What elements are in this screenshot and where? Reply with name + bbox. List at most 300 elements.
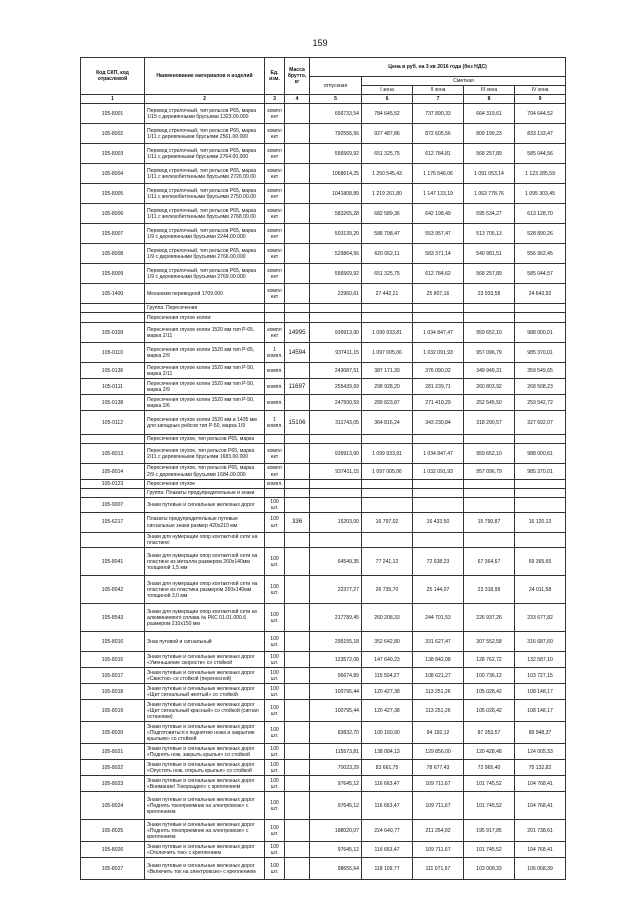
- name-cell: Перевод стрелочный, тип рельсов Р65, марка 1/9 с деревянными брусьями 2244.00.000: [145, 224, 265, 244]
- mass-cell: [285, 632, 310, 652]
- zone4-cell: 268 508,23: [515, 379, 566, 395]
- table-row: [81, 284, 566, 304]
- price-otpusk-cell: [310, 435, 362, 444]
- zone3-cell: 595 534,27: [464, 204, 515, 224]
- zone4-cell: 1 095 303,45: [515, 184, 566, 204]
- price-otpusk-cell: 1068614,25: [310, 164, 362, 184]
- zone3-cell: 307 552,58: [464, 632, 515, 652]
- table-row: [81, 313, 566, 323]
- code-cell: 105-8001: [81, 104, 145, 124]
- zone3-cell: 809 199,23: [464, 124, 515, 144]
- zone2-cell: 25 144,07: [413, 576, 464, 604]
- zone2-cell: 244 701,53: [413, 604, 464, 632]
- zone2-cell: 109 711,67: [413, 776, 464, 792]
- column-index-cell: 9: [515, 95, 566, 104]
- zone3-cell: 957 096,79: [464, 464, 515, 479]
- mass-cell: [285, 776, 310, 792]
- name-cell: Знаки путевые и сигнальные железных дорог «Поднять токоприемник на электровозе» с креплением: [145, 820, 265, 842]
- mass-cell: [285, 684, 310, 700]
- zone3-cell: 318 290,57: [464, 411, 515, 435]
- mass-cell: [285, 464, 310, 479]
- zone3-cell: 100 736,12: [464, 668, 515, 684]
- table-row: [81, 858, 566, 880]
- mass-cell: 14594: [285, 343, 310, 363]
- mass-cell: [285, 104, 310, 124]
- price-table: [80, 57, 566, 880]
- zone1-cell: 116 663,47: [362, 776, 413, 792]
- zone2-cell: [413, 435, 464, 444]
- zone3-cell: 349 949,31: [464, 363, 515, 379]
- mass-cell: [285, 700, 310, 722]
- zone1-cell: 364 816,24: [362, 411, 413, 435]
- table-row: [81, 744, 566, 760]
- zone2-cell: 1 034 847,47: [413, 444, 464, 464]
- price-otpusk-cell: 295155,18: [310, 632, 362, 652]
- unit-cell: компл ект: [265, 284, 285, 304]
- table-row: [81, 184, 566, 204]
- price-otpusk-cell: 529864,56: [310, 244, 362, 264]
- header-price-title: Цена в руб. на 3 кв 2016 года (без НДС): [310, 58, 566, 77]
- table-row: [81, 204, 566, 224]
- zone1-cell: 651 325,75: [362, 264, 413, 284]
- zone3-cell: 72 965,40: [464, 760, 515, 776]
- table-row: [81, 497, 566, 512]
- zone1-cell: 1 097 005,06: [362, 464, 413, 479]
- zone1-cell: 1 250 545,43: [362, 164, 413, 184]
- zone4-cell: 16 120,13: [515, 513, 566, 533]
- price-otpusk-cell: 247500,59: [310, 395, 362, 411]
- table-row: [81, 363, 566, 379]
- unit-cell: [265, 488, 285, 497]
- zone3-cell: [464, 313, 515, 323]
- unit-cell: компл.: [265, 479, 285, 488]
- price-otpusk-cell: 583265,28: [310, 204, 362, 224]
- mass-cell: [285, 652, 310, 668]
- mass-cell: [285, 164, 310, 184]
- code-cell: 105-0112: [81, 411, 145, 435]
- header-otpusk: отпускная: [310, 77, 362, 95]
- price-otpusk-cell: [310, 533, 362, 548]
- zone3-cell: 260 803,92: [464, 379, 515, 395]
- table-row: [81, 668, 566, 684]
- zone4-cell: 259 542,72: [515, 395, 566, 411]
- name-cell: Знаки путевые и сигнальные железных дорог «Щит сигнальный красный» со стойкой (сигнал остановки): [145, 700, 265, 722]
- zone3-cell: 664 319,61: [464, 104, 515, 124]
- table-row: [81, 820, 566, 842]
- zone3-cell: 540 981,51: [464, 244, 515, 264]
- code-cell: 105-0138: [81, 395, 145, 411]
- zone1-cell: 115 504,27: [362, 668, 413, 684]
- price-otpusk-cell: 100795,44: [310, 684, 362, 700]
- unit-cell: 100 шт.: [265, 548, 285, 576]
- zone2-cell: 343 230,84: [413, 411, 464, 435]
- code-cell: 105-8013: [81, 444, 145, 464]
- name-cell: Знаки путевые и сигнальные железных дорог «Отключить ток» с креплением: [145, 842, 265, 858]
- zone4-cell: [515, 497, 566, 512]
- table-row: [81, 395, 566, 411]
- zone1-cell: 298 928,20: [362, 379, 413, 395]
- zone3-cell: 568 257,89: [464, 144, 515, 164]
- code-cell: 105-8022: [81, 760, 145, 776]
- code-cell: 105-8008: [81, 244, 145, 264]
- zone4-cell: 104 768,41: [515, 776, 566, 792]
- table-row: [81, 604, 566, 632]
- zone3-cell: 568 257,89: [464, 264, 515, 284]
- price-otpusk-cell: 70023,29: [310, 760, 362, 776]
- zone1-cell: 118 109,77: [362, 858, 413, 880]
- zone3-cell: 957 096,79: [464, 343, 515, 363]
- zone4-cell: 316 687,60: [515, 632, 566, 652]
- table-row: [81, 842, 566, 858]
- zone2-cell: 583 371,14: [413, 244, 464, 264]
- table-row: [81, 548, 566, 576]
- zone3-cell: 128 762,72: [464, 652, 515, 668]
- header-unit: Ед. изм.: [265, 58, 285, 95]
- zone1-cell: 1 099 933,81: [362, 323, 413, 343]
- zone3-cell: 23 318,99: [464, 576, 515, 604]
- zone2-cell: 129 856,00: [413, 744, 464, 760]
- zone3-cell: [464, 479, 515, 488]
- price-otpusk-cell: 22377,27: [310, 576, 362, 604]
- zone3-cell: 252 545,50: [464, 395, 515, 411]
- zone2-cell: 108 621,27: [413, 668, 464, 684]
- table-row: [81, 224, 566, 244]
- mass-cell: 336: [285, 513, 310, 533]
- zone1-cell: [362, 313, 413, 323]
- price-otpusk-cell: 97645,12: [310, 776, 362, 792]
- name-cell: Перевод стрелочный, тип рельсов Р65, марка 1/9 с деревянными брусьями 2769.00.000: [145, 264, 265, 284]
- price-otpusk-cell: 115573,81: [310, 744, 362, 760]
- zone2-cell: 612 784,81: [413, 144, 464, 164]
- zone1-cell: 77 241,12: [362, 548, 413, 576]
- zone1-cell: 147 640,23: [362, 652, 413, 668]
- zone4-cell: 327 692,07: [515, 411, 566, 435]
- header-zone2: II зона: [413, 86, 464, 95]
- price-otpusk-cell: 188020,07: [310, 820, 362, 842]
- zone1-cell: 120 427,38: [362, 684, 413, 700]
- price-otpusk-cell: 792555,56: [310, 124, 362, 144]
- zone1-cell: 138 084,13: [362, 744, 413, 760]
- zone1-cell: 289 823,87: [362, 395, 413, 411]
- table-row: [81, 435, 566, 444]
- code-cell: 105-8027: [81, 858, 145, 880]
- mass-cell: [285, 479, 310, 488]
- unit-cell: 100 шт.: [265, 842, 285, 858]
- zone2-cell: 138 842,08: [413, 652, 464, 668]
- unit-cell: [265, 435, 285, 444]
- unit-cell: компл ект: [265, 204, 285, 224]
- mass-cell: [285, 533, 310, 548]
- name-cell: Знак путевой и сигнальный: [145, 632, 265, 652]
- code-cell: [81, 533, 145, 548]
- unit-cell: 100 шт.: [265, 497, 285, 512]
- mass-cell: [285, 304, 310, 313]
- price-otpusk-cell: 98655,64: [310, 858, 362, 880]
- price-otpusk-cell: 123572,08: [310, 652, 362, 668]
- unit-cell: компл ект: [265, 124, 285, 144]
- code-cell: 105-8015: [81, 652, 145, 668]
- unit-cell: компл ект: [265, 244, 285, 264]
- table-row: [81, 323, 566, 343]
- zone4-cell: 988 000,01: [515, 323, 566, 343]
- zone1-cell: 682 589,36: [362, 204, 413, 224]
- zone1-cell: 116 663,47: [362, 792, 413, 820]
- name-cell: Перевод стрелочный, тип рельсов Р65, марка 1/9 с деревянными брусьями 2766.00.000: [145, 244, 265, 264]
- column-index-row: [81, 95, 566, 104]
- table-row: [81, 411, 566, 435]
- code-cell: 105-8543: [81, 604, 145, 632]
- table-row: [81, 343, 566, 363]
- unit-cell: компл ект: [265, 144, 285, 164]
- mass-cell: [285, 395, 310, 411]
- unit-cell: компл ект: [265, 104, 285, 124]
- unit-cell: 1 компл.: [265, 411, 285, 435]
- price-otpusk-cell: 97645,12: [310, 842, 362, 858]
- zone2-cell: 872 605,56: [413, 124, 464, 144]
- code-cell: 105-1400: [81, 284, 145, 304]
- code-cell: 105-8007: [81, 224, 145, 244]
- name-cell: Знаки для нумерации опор контактной сети на пластине из металла размером 260х140мм толщиной 1,5 мм: [145, 548, 265, 576]
- table-row: [81, 792, 566, 820]
- zone1-cell: [362, 533, 413, 548]
- table-row: [81, 652, 566, 668]
- unit-cell: 100 шт.: [265, 700, 285, 722]
- zone2-cell: 72 638,23: [413, 548, 464, 576]
- zone2-cell: 109 711,67: [413, 842, 464, 858]
- zone3-cell: 101 745,52: [464, 842, 515, 858]
- zone3-cell: 959 652,10: [464, 444, 515, 464]
- name-cell: Перевод стрелочный, тип рельсов Р65, марка 1/11 с деревянными брусьями 2764.00.000: [145, 144, 265, 164]
- zone2-cell: 1 176 546,06: [413, 164, 464, 184]
- zone1-cell: [362, 435, 413, 444]
- name-cell: Пересечения глухое колеи 1520 мм тип Р-50, марка 2/9: [145, 379, 265, 395]
- zone3-cell: 23 933,58: [464, 284, 515, 304]
- table-row: [81, 104, 566, 124]
- zone2-cell: 109 711,67: [413, 792, 464, 820]
- zone1-cell: [362, 479, 413, 488]
- name-cell: Знаки для нумерации опор контактной сети из алюминиевого сплава № РКС 01.01.000.6 размером 210х150 мм: [145, 604, 265, 632]
- code-cell: 105-8003: [81, 144, 145, 164]
- table-row: [81, 464, 566, 479]
- mass-cell: [285, 184, 310, 204]
- unit-cell: компл ект: [265, 164, 285, 184]
- zone1-cell: 120 427,38: [362, 700, 413, 722]
- zone4-cell: 201 738,61: [515, 820, 566, 842]
- zone1-cell: 1 097 005,06: [362, 343, 413, 363]
- zone2-cell: 376 090,02: [413, 363, 464, 379]
- zone2-cell: 113 251,26: [413, 700, 464, 722]
- code-cell: 105-8019: [81, 700, 145, 722]
- code-cell: 105-8016: [81, 632, 145, 652]
- mass-cell: [285, 224, 310, 244]
- zone2-cell: 1 032 091,93: [413, 464, 464, 479]
- name-cell: Перевод стрелочный, тип рельсов Р65, марка 1/11 с деревянными брусьями 2561.00.000: [145, 124, 265, 144]
- mass-cell: [285, 576, 310, 604]
- zone1-cell: 27 442,21: [362, 284, 413, 304]
- price-otpusk-cell: 217789,45: [310, 604, 362, 632]
- mass-cell: [285, 313, 310, 323]
- zone2-cell: 281 239,71: [413, 379, 464, 395]
- code-cell: 105-8004: [81, 164, 145, 184]
- zone4-cell: [515, 479, 566, 488]
- mass-cell: [285, 744, 310, 760]
- zone3-cell: 513 705,13: [464, 224, 515, 244]
- zone4-cell: 24 643,92: [515, 284, 566, 304]
- table-row: [81, 124, 566, 144]
- unit-cell: компл ект: [265, 464, 285, 479]
- unit-cell: 100 шт.: [265, 668, 285, 684]
- zone3-cell: 87 353,57: [464, 722, 515, 744]
- zone3-cell: 105 028,42: [464, 700, 515, 722]
- zone2-cell: 1 034 847,47: [413, 323, 464, 343]
- zone4-cell: 104 768,41: [515, 842, 566, 858]
- zone3-cell: 15 790,87: [464, 513, 515, 533]
- code-cell: 105-0110: [81, 343, 145, 363]
- unit-cell: 100 шт.: [265, 632, 285, 652]
- name-cell: Пересечения глухое, тип рельсов Р65, марка 2/9 с деревянными брусьями 1684.00.000: [145, 464, 265, 479]
- code-cell: 105-8042: [81, 576, 145, 604]
- zone3-cell: [464, 435, 515, 444]
- zone3-cell: 101 745,52: [464, 776, 515, 792]
- zone1-cell: 387 171,30: [362, 363, 413, 379]
- zone2-cell: [413, 304, 464, 313]
- name-cell: Пересечения глухое колеи 1520 мм тип Р-65, марка 2/9: [145, 343, 265, 363]
- code-cell: [81, 313, 145, 323]
- header-name: Наименование материалов и изделий: [145, 58, 265, 95]
- name-cell: Знаки путевые и сигнальные железных дорог «Внимание! Токораздел» с креплением: [145, 776, 265, 792]
- price-otpusk-cell: 937411,15: [310, 343, 362, 363]
- code-cell: 105-0109: [81, 323, 145, 343]
- unit-cell: [265, 313, 285, 323]
- header-zone1: I зона: [362, 86, 413, 95]
- zone3-cell: 105 028,42: [464, 684, 515, 700]
- zone4-cell: 585 044,57: [515, 264, 566, 284]
- page-number: 159: [312, 38, 328, 48]
- zone1-cell: 651 325,75: [362, 144, 413, 164]
- mass-cell: [285, 284, 310, 304]
- code-cell: 105-8020: [81, 722, 145, 744]
- code-cell: [81, 488, 145, 497]
- zone1-cell: [362, 304, 413, 313]
- unit-cell: 100 шт.: [265, 760, 285, 776]
- zone4-cell: 89 948,37: [515, 722, 566, 744]
- name-cell: Знаки путевые и сигнальные железных дорог: [145, 497, 265, 512]
- mass-cell: [285, 244, 310, 264]
- mass-cell: [285, 488, 310, 497]
- mass-cell: 14995: [285, 323, 310, 343]
- code-cell: [81, 304, 145, 313]
- zone2-cell: [413, 479, 464, 488]
- zone1-cell: 224 640,77: [362, 820, 413, 842]
- zone1-cell: 588 798,47: [362, 224, 413, 244]
- table-row: [81, 722, 566, 744]
- column-index-cell: 4: [285, 95, 310, 104]
- table-row: [81, 244, 566, 264]
- mass-cell: [285, 204, 310, 224]
- zone1-cell: 1 099 933,91: [362, 444, 413, 464]
- mass-cell: [285, 792, 310, 820]
- price-otpusk-cell: 100795,44: [310, 700, 362, 722]
- column-index-cell: 6: [362, 95, 413, 104]
- name-cell: Перевод стрелочный, тип рельсов Р65, марка 1/11 с железобетонными брусьями 2726.00.00: [145, 164, 265, 184]
- zone4-cell: 106 068,39: [515, 858, 566, 880]
- zone2-cell: [413, 533, 464, 548]
- zone2-cell: 612 784,62: [413, 264, 464, 284]
- zone2-cell: [413, 497, 464, 512]
- zone1-cell: [362, 497, 413, 512]
- zone4-cell: 75 132,82: [515, 760, 566, 776]
- unit-cell: компл.: [265, 363, 285, 379]
- unit-cell: компл.: [265, 379, 285, 395]
- price-otpusk-cell: [310, 304, 362, 313]
- column-index-cell: 5: [310, 95, 362, 104]
- unit-cell: [265, 533, 285, 548]
- zone2-cell: 25 807,16: [413, 284, 464, 304]
- price-otpusk-cell: 937411,15: [310, 464, 362, 479]
- zone4-cell: 103 727,15: [515, 668, 566, 684]
- price-otpusk-cell: 311743,05: [310, 411, 362, 435]
- code-cell: 105-8025: [81, 820, 145, 842]
- zone1-cell: 620 062,11: [362, 244, 413, 264]
- price-otpusk-cell: 64549,35: [310, 548, 362, 576]
- zone3-cell: 1 091 053,14: [464, 164, 515, 184]
- unit-cell: компл ект: [265, 184, 285, 204]
- zone2-cell: 1 147 133,19: [413, 184, 464, 204]
- mass-cell: [285, 858, 310, 880]
- name-cell: Пересечения глухое: [145, 479, 265, 488]
- zone4-cell: [515, 488, 566, 497]
- code-cell: 105-8002: [81, 124, 145, 144]
- zone3-cell: 103 008,33: [464, 858, 515, 880]
- price-otpusk-cell: 15203,00: [310, 513, 362, 533]
- mass-cell: [285, 820, 310, 842]
- price-otpusk-cell: 656733,54: [310, 104, 362, 124]
- table-row: [81, 533, 566, 548]
- code-cell: [81, 435, 145, 444]
- header-code: Код СКП, код отраслевой: [81, 58, 145, 95]
- zone3-cell: 195 917,85: [464, 820, 515, 842]
- header-zone4: IV зона: [515, 86, 566, 95]
- unit-cell: 100 шт.: [265, 722, 285, 744]
- zone2-cell: 78 677,43: [413, 760, 464, 776]
- zone3-cell: [464, 304, 515, 313]
- zone4-cell: [515, 304, 566, 313]
- mass-cell: [285, 497, 310, 512]
- zone2-cell: [413, 313, 464, 323]
- zone2-cell: 111 071,67: [413, 858, 464, 880]
- table-row: [81, 164, 566, 184]
- code-cell: 105-8014: [81, 464, 145, 479]
- unit-cell: 100 шт.: [265, 792, 285, 820]
- zone4-cell: 108 148,17: [515, 684, 566, 700]
- zone1-cell: 784 645,52: [362, 104, 413, 124]
- price-otpusk-cell: 1041808,89: [310, 184, 362, 204]
- column-index-cell: 1: [81, 95, 145, 104]
- zone2-cell: 271 410,29: [413, 395, 464, 411]
- price-otpusk-cell: 556569,92: [310, 264, 362, 284]
- name-cell: Группа: Плакаты предупредительные и знаки: [145, 488, 265, 497]
- unit-cell: компл.: [265, 395, 285, 411]
- zone4-cell: 528 890,26: [515, 224, 566, 244]
- mass-cell: [285, 668, 310, 684]
- name-cell: Знаки путевые и сигнальные железных дорог «Свисток» со стойкой (переносной): [145, 668, 265, 684]
- name-cell: Знаки путевые и сигнальные железных дорог «Уменьшение скорости» со стойкой: [145, 652, 265, 668]
- price-otpusk-cell: [310, 313, 362, 323]
- name-cell: Пересечения глухое колеи:: [145, 313, 265, 323]
- header-smetnaya: Сметная: [362, 77, 566, 86]
- zone4-cell: 613 128,70: [515, 204, 566, 224]
- unit-cell: 100 шт.: [265, 744, 285, 760]
